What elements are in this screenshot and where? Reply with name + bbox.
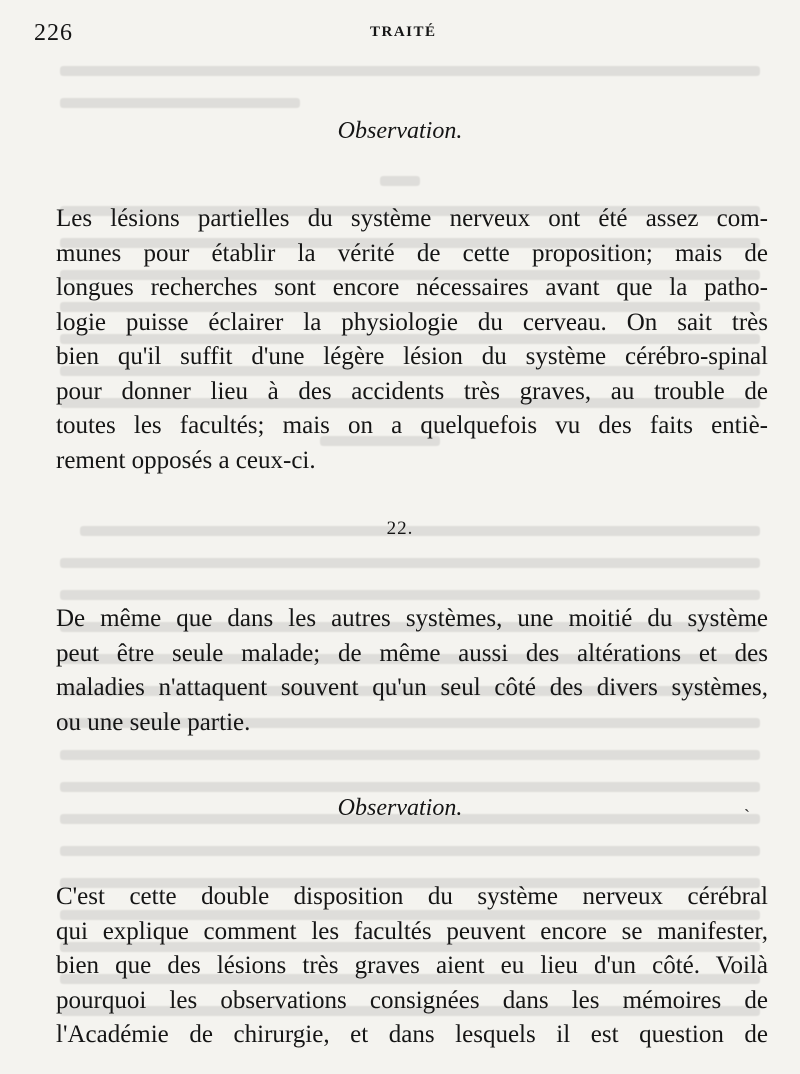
text-line: maladies n'attaquent souvent qu'un seul côté des divers systèmes, [56, 674, 768, 701]
section-number: 22. [386, 518, 414, 539]
text-line: logie puisse éclairer la physiologie du cerveau. On sait très [56, 308, 768, 336]
text-line: bien qu'il suffit d'une légère lésion du système cérébro-spinal [56, 343, 768, 370]
page-header [0, 20, 800, 50]
running-head: TRAITÉ [370, 24, 437, 40]
text-line: qui explique comment les facultés peuvent encore se manifester, [56, 917, 768, 945]
ink-mark: ` [744, 806, 750, 826]
text-line: pour donner lieu à des accidents très graves, au trouble de [56, 377, 768, 405]
section-heading-observation: Observation. [337, 118, 463, 144]
text-line: toutes les facultés; mais on a quelquefois vu des faits entiè- [56, 412, 768, 439]
text-line: De même que dans les autres systèmes, une moitié du système [56, 605, 768, 632]
text-line: peut être seule malade; de même aussi des altérations et des [56, 639, 768, 667]
text-line: pourquoi les observations consignées dans les mémoires de [56, 986, 768, 1014]
text-line: bien que des lésions très graves aient eu lieu d'un côté. Voilà [56, 952, 768, 979]
paragraph-2 [56, 602, 768, 740]
text-line: Les lésions partielles du système nerveux ont été assez com- [56, 205, 768, 232]
text-line: munes pour établir la vérité de cette proposition; mais de [56, 239, 768, 267]
text-line: rement opposés a ceux-ci. [56, 446, 316, 474]
text-line: longues recherches sont encore nécessaires avant que la patho- [56, 274, 768, 301]
text-line: l'Académie de chirurgie, et dans lesquels il est question de [56, 1021, 768, 1048]
text-line: C'est cette double disposition du système nerveux cérébral [56, 883, 768, 910]
paragraph-3 [56, 880, 768, 1053]
text-line: ou une seule partie. [56, 708, 251, 736]
page-number: 226 [34, 20, 73, 46]
section-heading-observation: Observation. [337, 795, 463, 821]
paragraph-1 [56, 202, 768, 478]
